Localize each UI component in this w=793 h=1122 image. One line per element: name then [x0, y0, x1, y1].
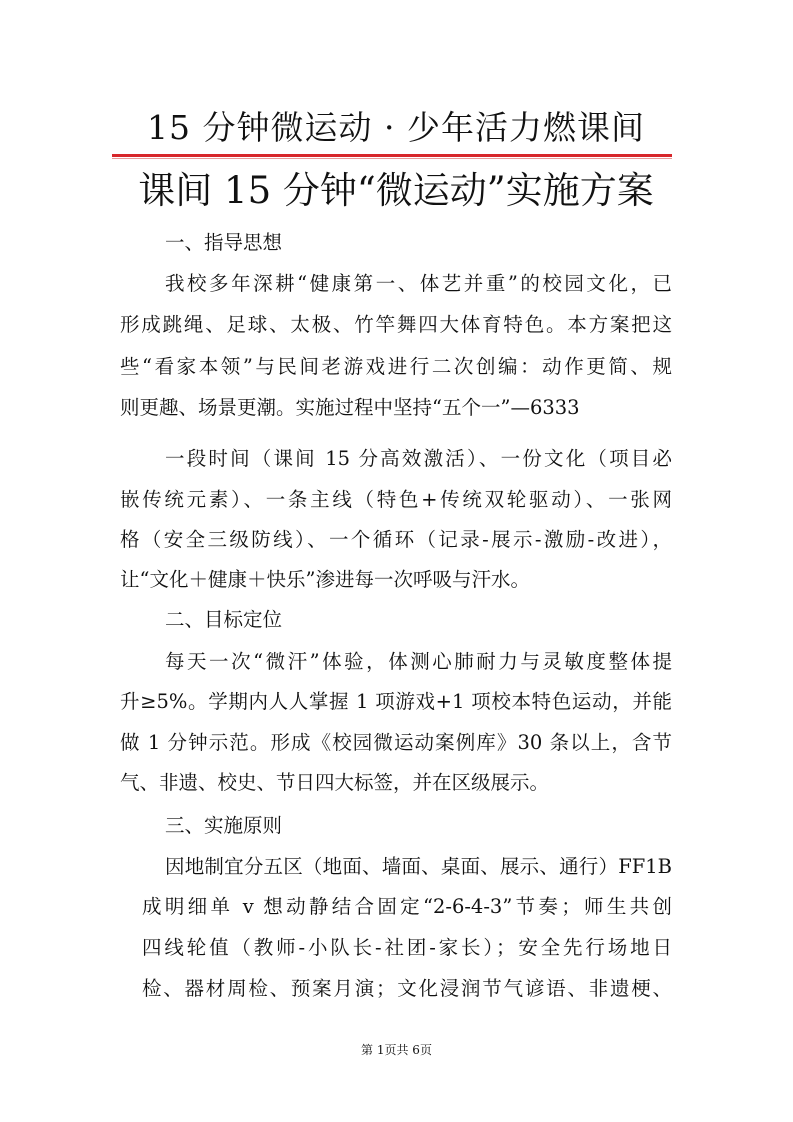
paragraph-line: 气、非遗、校史、节日四大标签，并在区级展示。	[120, 771, 550, 794]
paragraph-line: 升≥5%。学期内人人掌握 1 项游戏+1 项校本特色运动，并能	[120, 690, 672, 713]
section-heading: 二、目标定位	[165, 608, 283, 631]
paragraph-line: 四线轮值（教师-小队长-社团-家长）；安全先行场地日	[142, 936, 672, 959]
paragraph-line: 让“文化＋健康＋快乐”渗进每一次呼吸与汗水。	[120, 568, 530, 591]
paragraph-line: 检、器材周检、预案月演；文化浸润节气谚语、非遗梗、	[142, 977, 672, 1000]
paragraph-line: 做 1 分钟示范。形成《校园微运动案例库》30 条以上，含节	[120, 731, 672, 754]
paragraph-line: 一段时间（课间 15 分高效激活）、一份文化（项目必	[165, 447, 672, 470]
page-number: 第 1页共 6页	[361, 1043, 432, 1057]
section-heading: 一、指导思想	[165, 231, 283, 254]
paragraph-line: 我校多年深耕“健康第一、体艺并重”的校园文化，已	[165, 272, 672, 295]
section-heading: 三、实施原则	[165, 814, 283, 837]
red-divider	[112, 154, 672, 157]
paragraph-line: 嵌传统元素）、一条主线（特色+传统双轮驱动）、一张网	[120, 488, 672, 511]
banner-title: 15 分钟微运动 · 少年活力燃课间	[147, 108, 645, 147]
paragraph-line: 形成跳绳、足球、太极、竹竿舞四大体育特色。本方案把这	[120, 313, 672, 336]
red-divider-thin	[112, 158, 672, 159]
paragraph-line: 些“看家本领”与民间老游戏进行二次创编：动作更简、规	[120, 355, 672, 378]
paragraph-line: 每天一次“微汗”体验，体测心肺耐力与灵敏度整体提	[165, 650, 672, 673]
paragraph-line: 成明细单 v 想动静结合固定“2-6-4-3”节奏；师生共创	[142, 895, 672, 918]
paragraph-line: 因地制宜分五区（地面、墙面、桌面、展示、通行）FF1B	[165, 855, 672, 878]
paragraph-line: 格（安全三级防线）、一个循环（记录-展示-激励-改进），	[120, 528, 672, 551]
document-title: 课间 15 分钟“微运动”实施方案	[138, 169, 654, 212]
paragraph-line: 则更趣、场景更潮。实施过程中坚持“五个一”—6333	[120, 396, 580, 419]
